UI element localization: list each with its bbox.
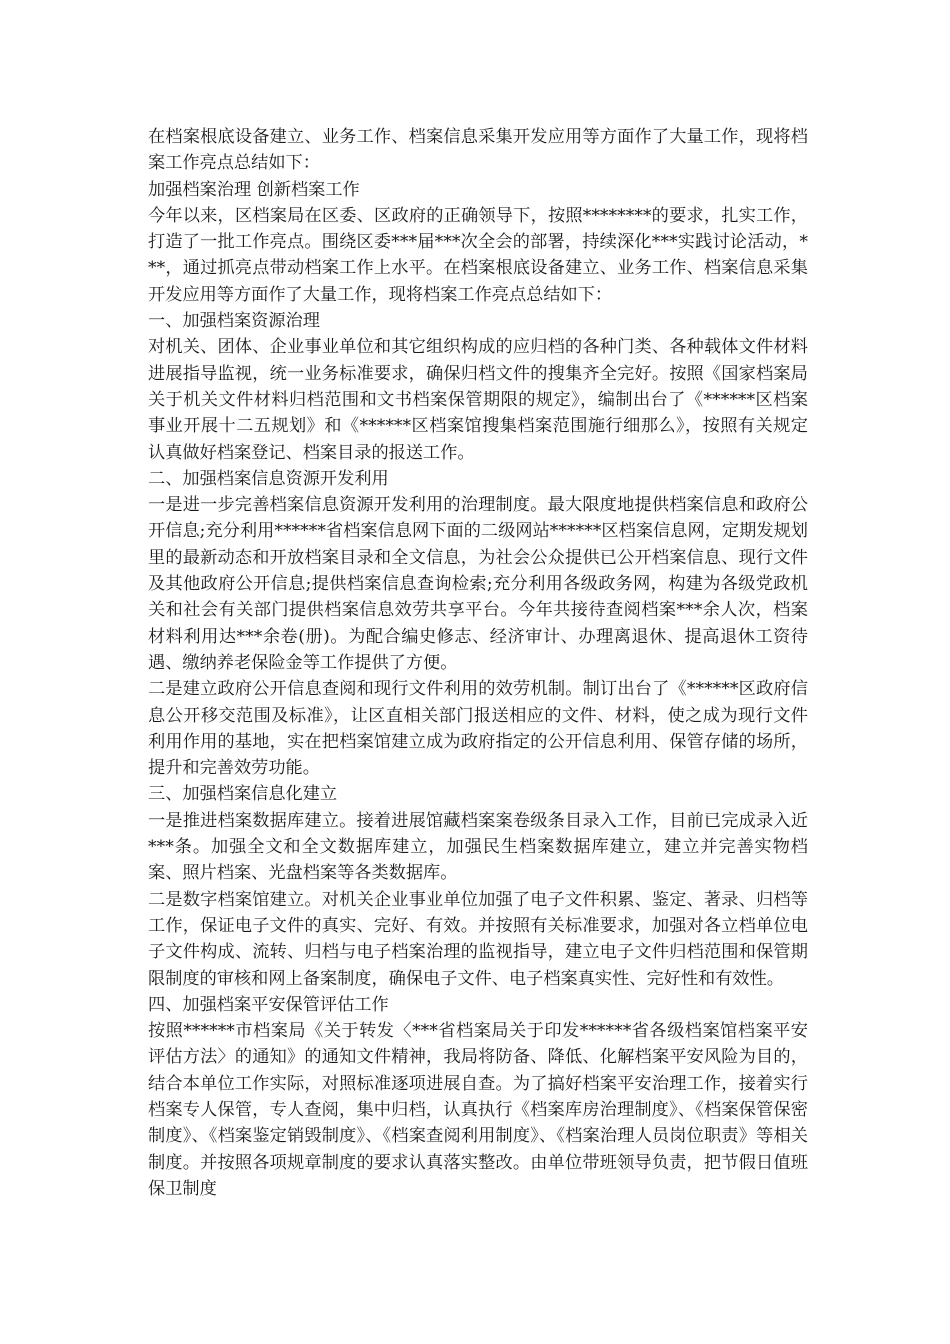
section-3-paragraph-1: 一是推进档案数据库建立。接着进展馆藏档案案卷级条目录入工作，目前已完成录入近***条。加强全文和全文数据库建立，加强民生档案数据库建立，建立并完善实物档案、照片档案、光盘档案等各类数据库。	[148, 810, 808, 884]
overview-paragraph: 今年以来，区档案局在区委、区政府的正确领导下，按照********的要求，扎实工作，打造了一批工作亮点。围绕区委***届***次全会的部署，持续深化***实践讨论活动，***，通过抓亮点带动档案工作上水平。在档案根底设备建立、业务工作、档案信息采集开发应用等方面作了大量工作，现将档案工作亮点总结如下：	[148, 205, 808, 305]
intro-paragraph: 在档案根底设备建立、业务工作、档案信息采集开发应用等方面作了大量工作，现将档案工作亮点总结如下：	[148, 127, 808, 174]
document-title: 加强档案治理 创新档案工作	[148, 179, 360, 200]
section-1-paragraph: 对机关、团体、企业事业单位和其它组织构成的应归档的各种门类、各种载体文件材料进展指导监视，统一业务标准要求，确保归档文件的搜集齐全完好。按照《国家档案局关于机关文件材料归档范围和文书档案保管期限的规定》，编制出台了《******区档案事业开展十二五规划》和《******区档案馆搜集档案范围施行细那么》，按照有关规定认真做好档案登记、档案目录的报送工作。	[148, 337, 808, 463]
section-heading-1: 一、加强档案资源治理	[148, 311, 320, 332]
section-4-paragraph: 按照******市档案局《关于转发〈***省档案局关于印发******省各级档案馆档案平安评估方法〉的通知》的通知文件精神，我局将防备、降低、化解档案平安风险为目的，结合本单位工作实际，对照标准逐项进展自查。为了搞好档案平安治理工作，接着实行档案专人保管，专人查阅，集中归档，认真执行《档案库房治理制度》、《档案保管保密制度》、《档案鉴定销毁制度》、《档案查阅利用制度》、《档案治理人员岗位职责》等相关制度。并按照各项规章制度的要求认真落实整改。由单位带班领导负责，把节假日值班保卫制度	[148, 1021, 808, 1199]
section-heading-4: 四、加强档案平安保管评估工作	[148, 994, 389, 1015]
section-heading-2: 二、加强档案信息资源开发利用	[148, 468, 389, 489]
section-2-paragraph-2: 二是建立政府公开信息查阅和现行文件利用的效劳机制。制订出台了《******区政府信息公开移交范围及标准》，让区直相关部门报送相应的文件、材料，使之成为现行文件利用作用的基地，实在把档案馆建立成为政府指定的公开信息利用、保管存储的场所，提升和完善效劳功能。	[148, 679, 808, 779]
document-body	[148, 124, 808, 1202]
section-2-paragraph-1: 一是进一步完善档案信息资源开发利用的治理制度。最大限度地提供档案信息和政府公开信息;充分利用******省档案信息网下面的二级网站******区档案信息网，定期发规划里的最新动态和开放档案目录和全文信息，为社会公众提供已公开档案信息、现行文件及其他政府公开信息;提供档案信息查询检索;充分利用各级政务网，构建为各级党政机关和社会有关部门提供档案信息效劳共享平台。今年共接待查阅档案***余人次，档案材料利用达***余卷(册)。为配合编史修志、经济审计、办理离退休、提高退休工资待遇、缴纳养老保险金等工作提供了方便。	[148, 495, 808, 673]
section-3-paragraph-2: 二是数字档案馆建立。对机关企业事业单位加强了电子文件积累、鉴定、著录、归档等工作，保证电子文件的真实、完好、有效。并按照有关标准要求，加强对各立档单位电子文件构成、流转、归档与电子档案治理的监视指导，建立电子文件归档范围和保管期限制度的审核和网上备案制度，确保电子文件、电子档案真实性、完好性和有效性。	[148, 889, 808, 989]
section-heading-3: 三、加强档案信息化建立	[148, 784, 338, 805]
